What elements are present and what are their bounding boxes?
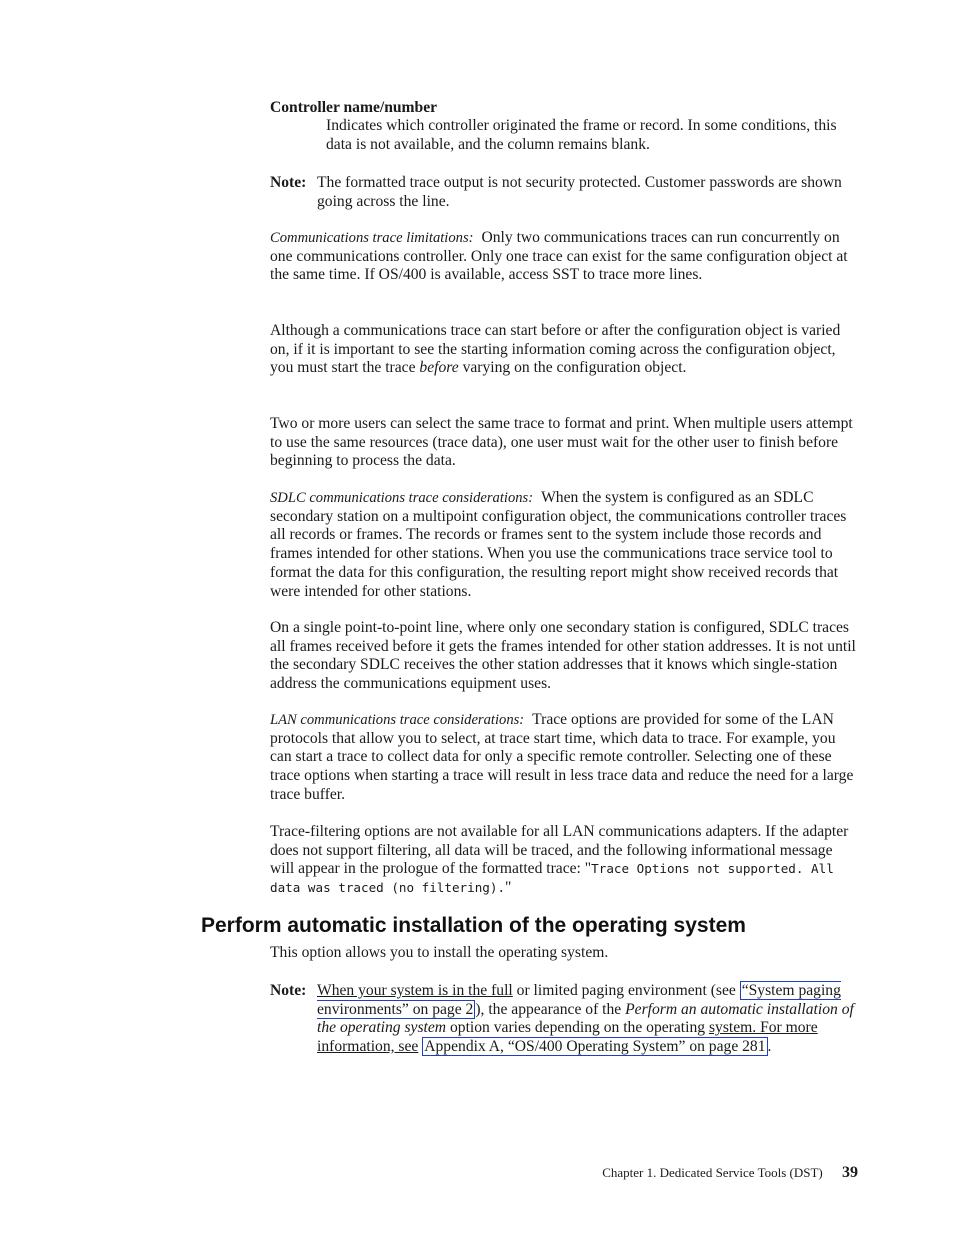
section-intro: This option allows you to install the operating system. — [270, 944, 609, 961]
underlined-text: When your system is in the full — [317, 982, 513, 999]
runin-heading: Communications trace limitations: — [270, 230, 474, 246]
quote-open: " — [584, 860, 592, 878]
chapter-title: Chapter 1. Dedicated Service Tools (DST) — [602, 1165, 823, 1180]
paragraph-text: When the system is configured as an SDLC secondary station on a multipoint configuration object, the communications controller traces all records or frames. The records or frames sent to the system include those records and frames intended for other stations. When you use the communications trace service tool to format the data for this configuration, the resulting report might show received records that were intended for other stations. — [270, 489, 847, 600]
code-message: Trace Options not supported. All data was traced (no filtering). — [270, 861, 834, 896]
paragraph-text: Trace-filtering options are not available for all LAN communications adapters. If the adapter does not support filtering, all data will be traced, and the following informational message will appear in the prologue of the formatted trace: — [270, 823, 849, 878]
paragraph-multiple-users — [270, 415, 858, 471]
security-note — [270, 174, 860, 211]
paragraph-trace-filtering — [270, 823, 858, 898]
paragraph-text: Two or more users can select the same trace to format and print. When multiple users attempt to use the same resources (trace data), one user must wait for the other user to finish before beginning to process the data. — [270, 415, 853, 470]
page-footer — [602, 1163, 858, 1183]
paragraph-trace-limitations — [270, 229, 858, 285]
runin-heading: SDLC communications trace considerations: — [270, 490, 534, 506]
note-text — [317, 982, 860, 1057]
paragraph-text: Trace options are provided for some of the LAN protocols that allow you to select, at trace start time, which data to trace. For example, you can start a trace to collect data for only a specific remote controller. Selecting one of these trace options when starting a trace will result in less trace data and reduce the need for a large trace buffer. — [270, 711, 854, 803]
quote-close: " — [505, 879, 512, 897]
note-text-run: ), the appearance of the — [475, 1000, 622, 1018]
paragraph-text: Although a communications trace can start before or after the configuration object is varied on, if it is important to see the starting information coming across the configuration object, you must start the trace — [270, 322, 841, 377]
note-text-run: or limited paging environment (see — [516, 982, 736, 999]
definition-description: Indicates which controller originated the frame or record. In some conditions, this data is not available, and the column remains blank. — [326, 117, 837, 153]
paging-note — [270, 982, 860, 1057]
paragraph-text: varying on the configuration object. — [462, 359, 687, 377]
runin-heading: LAN communications trace considerations: — [270, 712, 525, 728]
underlined-text: system. For more information, see — [317, 1019, 818, 1056]
note-label: Note: — [270, 982, 307, 999]
paragraph-text: On a single point-to-point line, where only one secondary station is configured, SDLC traces all frames received before it gets the frames intended for other station addresses. It is not until the secondary SDLC receives the other station addresses that it knows which single-station address the communications equipment uses. — [270, 619, 856, 693]
paragraph-sdlc — [270, 489, 858, 601]
paragraph-text: Only two communications traces can run concurrently on one communications controller. Only one trace can exist for the same configuration object at the same time. If OS/400 is available, access SST to trace more lines. — [270, 229, 848, 284]
page-number: 39 — [842, 1164, 858, 1181]
note-label: Note: — [270, 174, 307, 191]
note-text-run: option varies depending on the operating — [449, 1019, 706, 1037]
note-text: The formatted trace output is not security protected. Customer passwords are shown going across the line. — [317, 174, 842, 210]
paragraph-point-to-point — [270, 619, 858, 694]
definition-term: Controller name/number — [270, 99, 438, 116]
appendix-a-link[interactable]: Appendix A, “OS/400 Operating System” on page 281 — [424, 1038, 766, 1056]
emphasis-text: Perform an automatic installation of the operating system — [317, 1000, 854, 1037]
section-heading: Perform automatic installation of the operating system — [201, 914, 746, 937]
note-text-run: . — [767, 1038, 772, 1056]
paragraph-vary-on — [270, 322, 858, 378]
emphasis-text: before — [419, 359, 459, 377]
paragraph-lan — [270, 711, 858, 805]
system-paging-environments-link[interactable]: “System paging environments” on page 2 — [317, 982, 841, 1018]
